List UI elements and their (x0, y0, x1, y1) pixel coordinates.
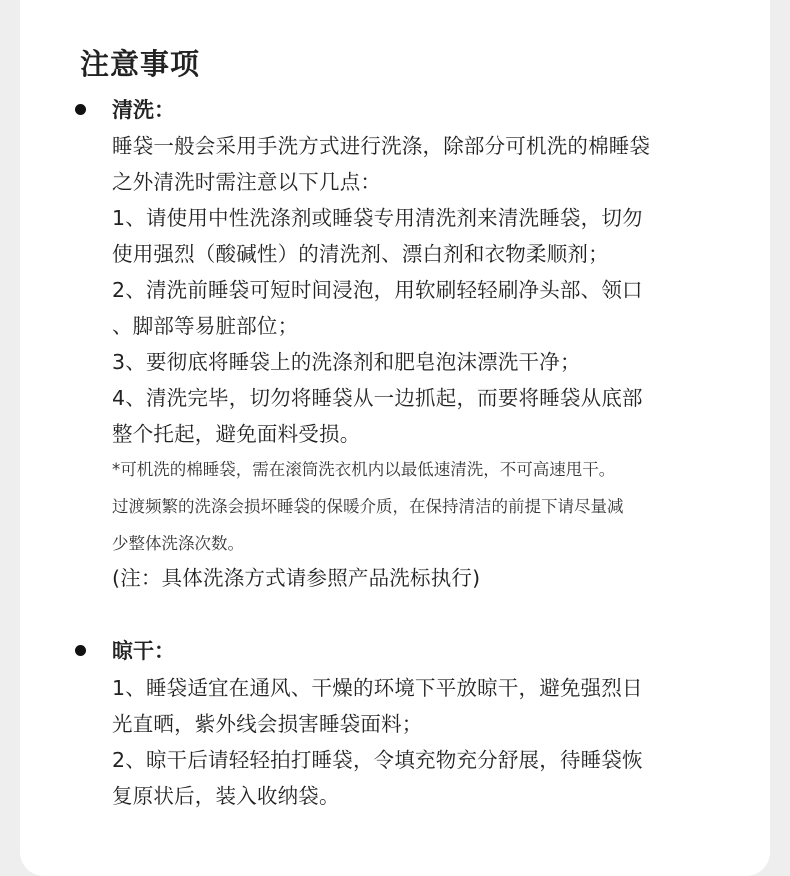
washing-footnote: (注：具体洗涤方式请参照产品洗标执行) (112, 566, 481, 590)
page-title: 注意事项 (80, 47, 201, 81)
washing-note: 少整体洗涤次数。 (112, 534, 244, 553)
washing-line: 、脚部等易脏部位； (112, 314, 299, 338)
drying-line: 复原状后，装入收纳袋。 (112, 784, 340, 808)
washing-line: 之外清洗时需注意以下几点： (112, 170, 382, 194)
drying-line: 1、睡袋适宜在通风、干燥的环境下平放晾干，避免强烈日 (112, 676, 643, 700)
washing-line: 整个托起，避免面料受损。 (112, 422, 361, 446)
washing-line: 使用强烈（酸碱性）的清洗剂、漂白剂和衣物柔顺剂； (112, 242, 609, 266)
washing-note: *可机洗的棉睡袋，需在滚筒洗衣机内以最低速清洗，不可高速甩干。 (112, 460, 616, 479)
washing-line: 3、要彻底将睡袋上的洗涤剂和肥皂泡沫漂洗干净； (112, 350, 581, 374)
drying-line: 光直晒，紫外线会损害睡袋面料； (112, 712, 423, 736)
washing-line: 4、清洗完毕，切勿将睡袋从一边抓起，而要将睡袋从底部 (112, 386, 643, 410)
section-heading-washing: 清洗： (112, 98, 175, 122)
bullet-washing (75, 104, 86, 115)
washing-line: 睡袋一般会采用手洗方式进行洗涤，除部分可机洗的棉睡袋 (112, 134, 651, 158)
section-heading-drying: 晾干： (112, 639, 175, 663)
washing-note: 过渡频繁的洗涤会损坏睡袋的保暖介质，在保持清洁的前提下请尽量减 (112, 497, 624, 516)
washing-line: 1、请使用中性洗涤剂或睡袋专用清洗剂来清洗睡袋，切勿 (112, 206, 643, 230)
bullet-drying (75, 645, 86, 656)
washing-line: 2、清洗前睡袋可短时间浸泡，用软刷轻轻刷净头部、领口 (112, 278, 643, 302)
drying-line: 2、晾干后请轻轻拍打睡袋，令填充物充分舒展，待睡袋恢 (112, 748, 643, 772)
